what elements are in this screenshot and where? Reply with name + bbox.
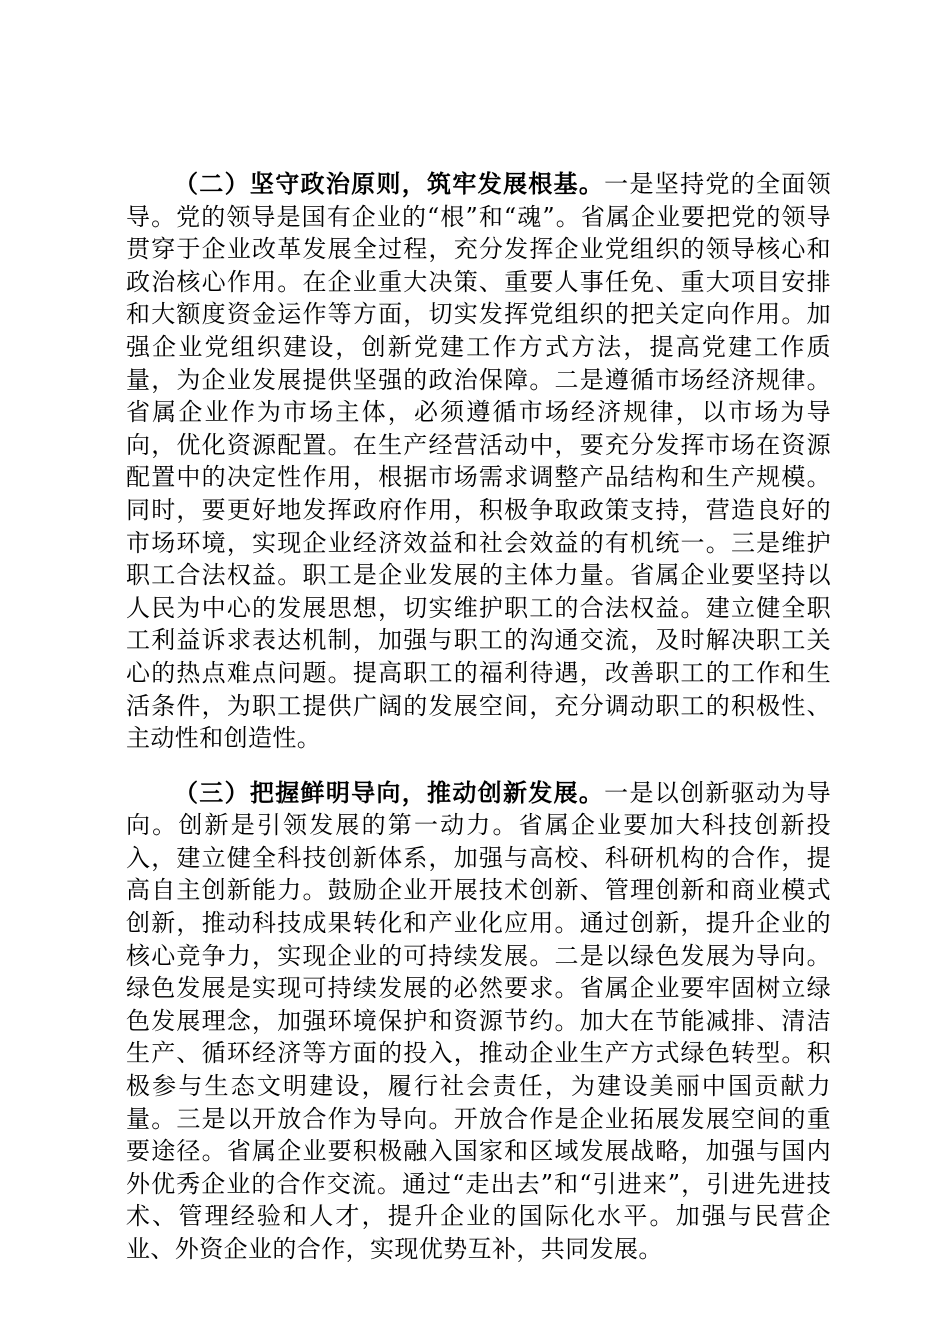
paragraph-heading: （二）坚守政治原则，筑牢发展根基。 — [174, 170, 605, 198]
document-page — [126, 168, 831, 1266]
paragraph-innovation-guidance — [126, 777, 831, 1266]
paragraph-body: 一是坚持党的全面领导。党的领导是国有企业的“根”和“魂”。省属企业要把党的领导贯穿于企业改革发展全过程，充分发挥企业党组织的领导核心和政治核心作用。在企业重大决策、重要人事任免、重大项目安排和大额度资金运作等方面，切实发挥党组织的把关定向作用。加强企业党组织建设，创新党建工作方式方法，提高党建工作质量，为企业发展提供坚强的政治保障。二是遵循市场经济规律。省属企业作为市场主体，必须遵循市场经济规律，以市场为导向，优化资源配置。在生产经营活动中，要充分发挥市场在资源配置中的决定性作用，根据市场需求调整产品结构和生产规模。同时，要更好地发挥政府作用，积极争取政策支持，营造良好的市场环境，实现企业经济效益和社会效益的有机统一。三是维护职工合法权益。职工是企业发展的主体力量。省属企业要坚持以人民为中心的发展思想，切实维护职工的合法权益。建立健全职工利益诉求表达机制，加强与职工的沟通交流，及时解决职工关心的热点难点问题。提高职工的福利待遇，改善职工的工作和生活条件，为职工提供广阔的发展空间，充分调动职工的积极性、主动性和创造性。 — [126, 170, 831, 753]
paragraph-heading: （三）把握鲜明导向，推动创新发展。 — [174, 778, 605, 807]
paragraph-body: 一是以创新驱动为导向。创新是引领发展的第一动力。省属企业要加大科技创新投入，建立健全科技创新体系，加强与高校、科研机构的合作，提高自主创新能力。鼓励企业开展技术创新、管理创新和商业模式创新，推动科技成果转化和产业化应用。通过创新，提升企业的核心竞争力，实现企业的可持续发展。二是以绿色发展为导向。绿色发展是实现可持续发展的必然要求。省属企业要牢固树立绿色发展理念，加强环境保护和资源节约。加大在节能减排、清洁生产、循环经济等方面的投入，推动企业生产方式绿色转型。积极参与生态文明建设，履行社会责任，为建设美丽中国贡献力量。三是以开放合作为导向。开放合作是企业拓展发展空间的重要途径。省属企业要积极融入国家和区域发展战略，加强与国内外优秀企业的合作交流。通过“走出去”和“引进来”，引进先进技术、管理经验和人才，提升企业的国际化水平。加强与民营企业、外资企业的合作，实现优势互补，共同发展。 — [126, 778, 831, 1263]
paragraph-political-principles — [126, 168, 831, 755]
